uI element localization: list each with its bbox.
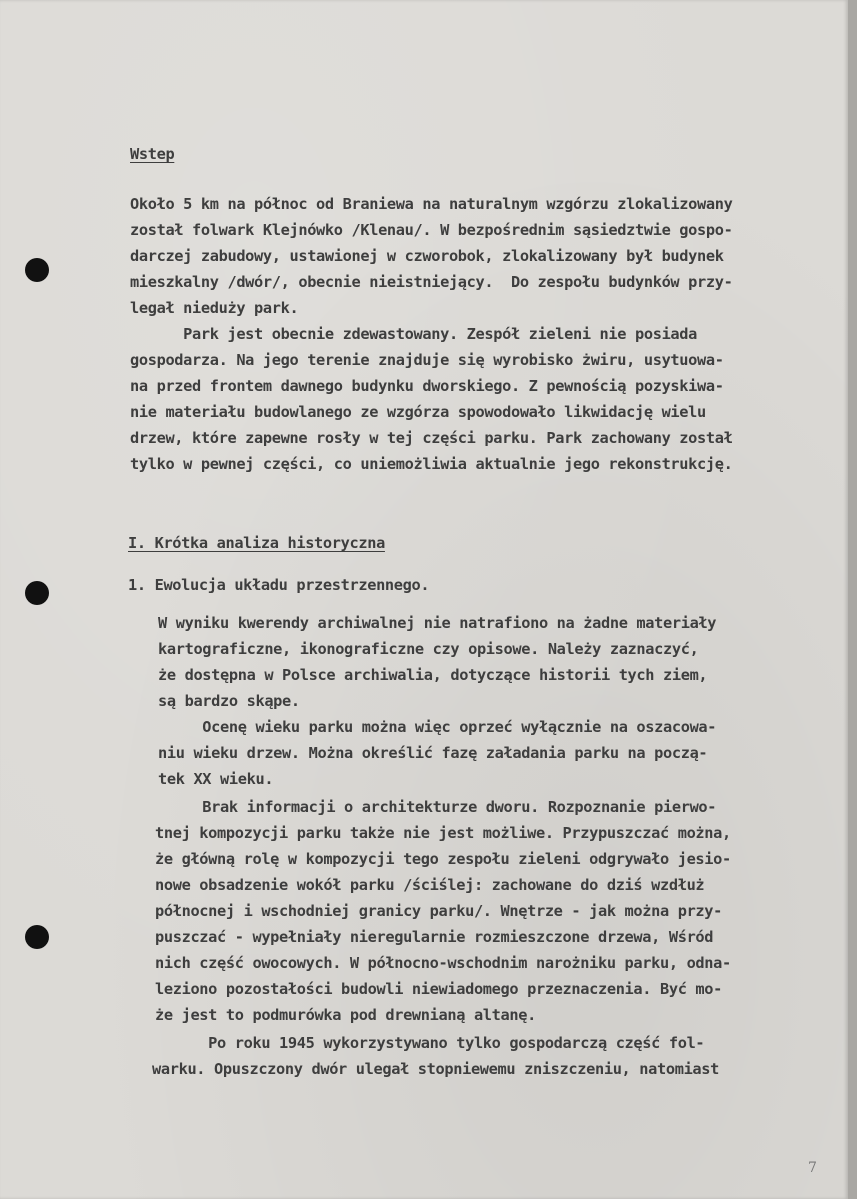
subsection-heading: 1. Ewolucja układu przestrzennego. <box>128 576 430 594</box>
body-line: Po roku 1945 wykorzystywano tylko gospodarczą część fol- <box>155 1034 705 1052</box>
body-line: nich część owocowych. W północno-wschodnim narożniku parku, odna- <box>155 954 731 972</box>
body-line: niu wieku drzew. Można określić fazę załadania parku na począ- <box>158 744 708 762</box>
punch-hole <box>25 258 49 282</box>
intro-line: mieszkalny /dwór/, obecnie nieistniejący. Do zespołu budynków przy- <box>130 273 733 291</box>
body-line: tek XX wieku. <box>158 770 274 788</box>
body-line: kartograficzne, ikonograficzne czy opisowe. Należy zaznaczyć, <box>158 640 699 658</box>
intro-line: gospodarza. Na jego terenie znajduje się wyrobisko żwiru, usytuowa- <box>130 351 724 369</box>
body-line: warku. Opuszczony dwór ulegał stopniewemu zniszczeniu, natomiast <box>152 1060 720 1078</box>
intro-line: tylko w pewnej części, co uniemożliwia aktualnie jego rekonstrukcję. <box>130 455 733 473</box>
body-line: tnej kompozycji parku także nie jest możliwe. Przypuszczać można, <box>155 824 731 842</box>
body-line: Ocenę wieku parku można więc oprzeć wyłącznie na oszacowa- <box>158 718 717 736</box>
punch-hole <box>25 925 49 949</box>
body-line: że dostępna w Polsce archiwalia, dotyczące historii tych ziem, <box>158 666 708 684</box>
page-mark: 7 <box>808 1160 817 1176</box>
body-line: nowe obsadzenie wokół parku /ściślej: zachowane do dziś wzdłuż <box>155 876 705 894</box>
body-line: że główną rolę w kompozycji tego zespołu zieleni odgrywało jesio- <box>155 850 731 868</box>
intro-line: nie materiału budowlanego ze wzgórza spowodowało likwidację wielu <box>130 403 706 421</box>
intro-line: Park jest obecnie zdewastowany. Zespół zieleni nie posiada <box>130 325 698 343</box>
body-line: W wyniku kwerendy archiwalnej nie natrafiono na żadne materiały <box>158 614 717 632</box>
intro-line: Około 5 km na północ od Braniewa na naturalnym wzgórzu zlokalizowany <box>130 195 733 213</box>
title-heading: Wstep <box>130 145 175 163</box>
body-line: leziono pozostałości budowli niewiadomego przeznaczenia. Być mo- <box>155 980 723 998</box>
body-line: północnej i wschodniej granicy parku/. Wnętrze - jak można przy- <box>155 902 723 920</box>
body-line: puszczać - wypełniały nieregularnie rozmieszczone drzewa, Wśród <box>155 928 714 946</box>
intro-line: został folwark Klejnówko /Klenau/. W bezpośrednim sąsiedztwie gospo- <box>130 221 733 239</box>
body-line: są bardzo skąpe. <box>158 692 300 710</box>
intro-line: na przed frontem dawnego budynku dworskiego. Z pewnością pozyskiwa- <box>130 377 724 395</box>
page-edge <box>848 0 857 1199</box>
intro-line: drzew, które zapewne rosły w tej części parku. Park zachowany został <box>130 429 733 447</box>
punch-hole <box>25 581 49 605</box>
body-line: Brak informacji o architekturze dworu. Rozpoznanie pierwo- <box>158 798 717 816</box>
intro-line: legał nieduży park. <box>130 299 299 317</box>
intro-line: darczej zabudowy, ustawionej w czworobok, zlokalizowany był budynek <box>130 247 724 265</box>
section-heading: I. Krótka analiza historyczna <box>128 534 385 552</box>
body-line: że jest to podmurówka pod drewnianą altanę. <box>155 1006 536 1024</box>
